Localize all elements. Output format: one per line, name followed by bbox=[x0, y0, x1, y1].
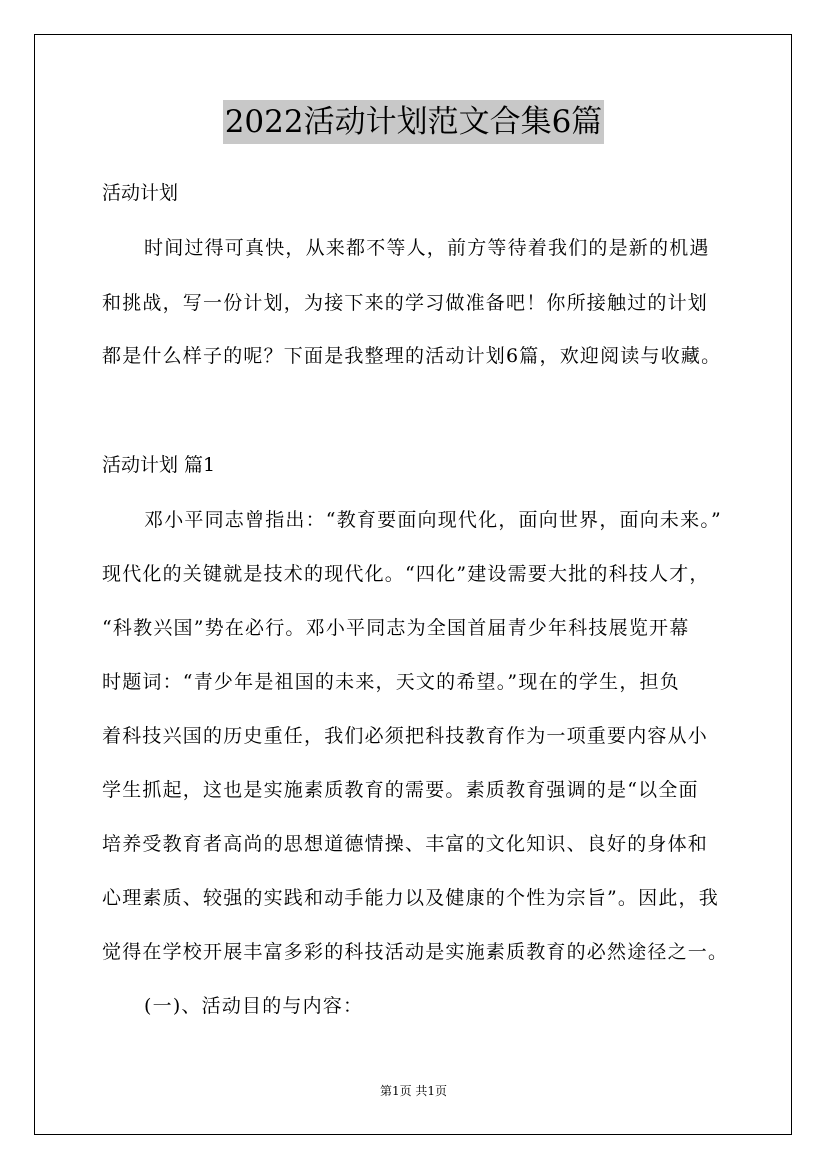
subsection-heading: (一)、活动目的与内容： bbox=[144, 995, 364, 1017]
body-line: 现代化的关键就是技术的现代化。“四化”建设需要大批的科技人才， bbox=[102, 563, 710, 585]
body-line: “科教兴国”势在必行。邓小平同志为全国首届青少年科技展览开幕 bbox=[102, 617, 690, 639]
body-line: 着科技兴国的历史重任，我们必须把科技教育作为一项重要内容从小 bbox=[102, 725, 709, 747]
section-heading: 活动计划 篇1 bbox=[102, 454, 216, 476]
body-line: 培养受教育者高尚的思想道德情操、丰富的文化知识、良好的身体和 bbox=[102, 833, 709, 855]
body-line: 觉得在学校开展丰富多彩的科技活动是实施素质教育的必然途径之一。 bbox=[102, 941, 729, 963]
body-line: 时题词：“青少年是祖国的未来，天文的希望。”现在的学生，担负 bbox=[102, 671, 680, 693]
body-line: 学生抓起，这也是实施素质教育的需要。素质教育强调的是“以全面 bbox=[102, 779, 699, 801]
intro-line: 和挑战，写一份计划，为接下来的学习做准备吧！你所接触过的计划 bbox=[102, 292, 709, 314]
document-title: 2022活动计划范文合集6篇 bbox=[223, 100, 605, 144]
intro-heading: 活动计划 bbox=[102, 182, 179, 204]
body-line: 心理素质、较强的实践和动手能力以及健康的个性为宗旨”。因此，我 bbox=[102, 887, 719, 909]
title-container bbox=[0, 100, 827, 144]
intro-line: 都是什么样子的呢？下面是我整理的活动计划6篇，欢迎阅读与收藏。 bbox=[102, 345, 722, 367]
body-line: 邓小平同志曾指出：“教育要面向现代化，面向世界，面向未来。” bbox=[144, 509, 722, 531]
intro-line: 时间过得可真快，从来都不等人，前方等待着我们的是新的机遇 bbox=[144, 237, 710, 259]
page-footer: 第1页 共1页 bbox=[379, 1084, 448, 1098]
